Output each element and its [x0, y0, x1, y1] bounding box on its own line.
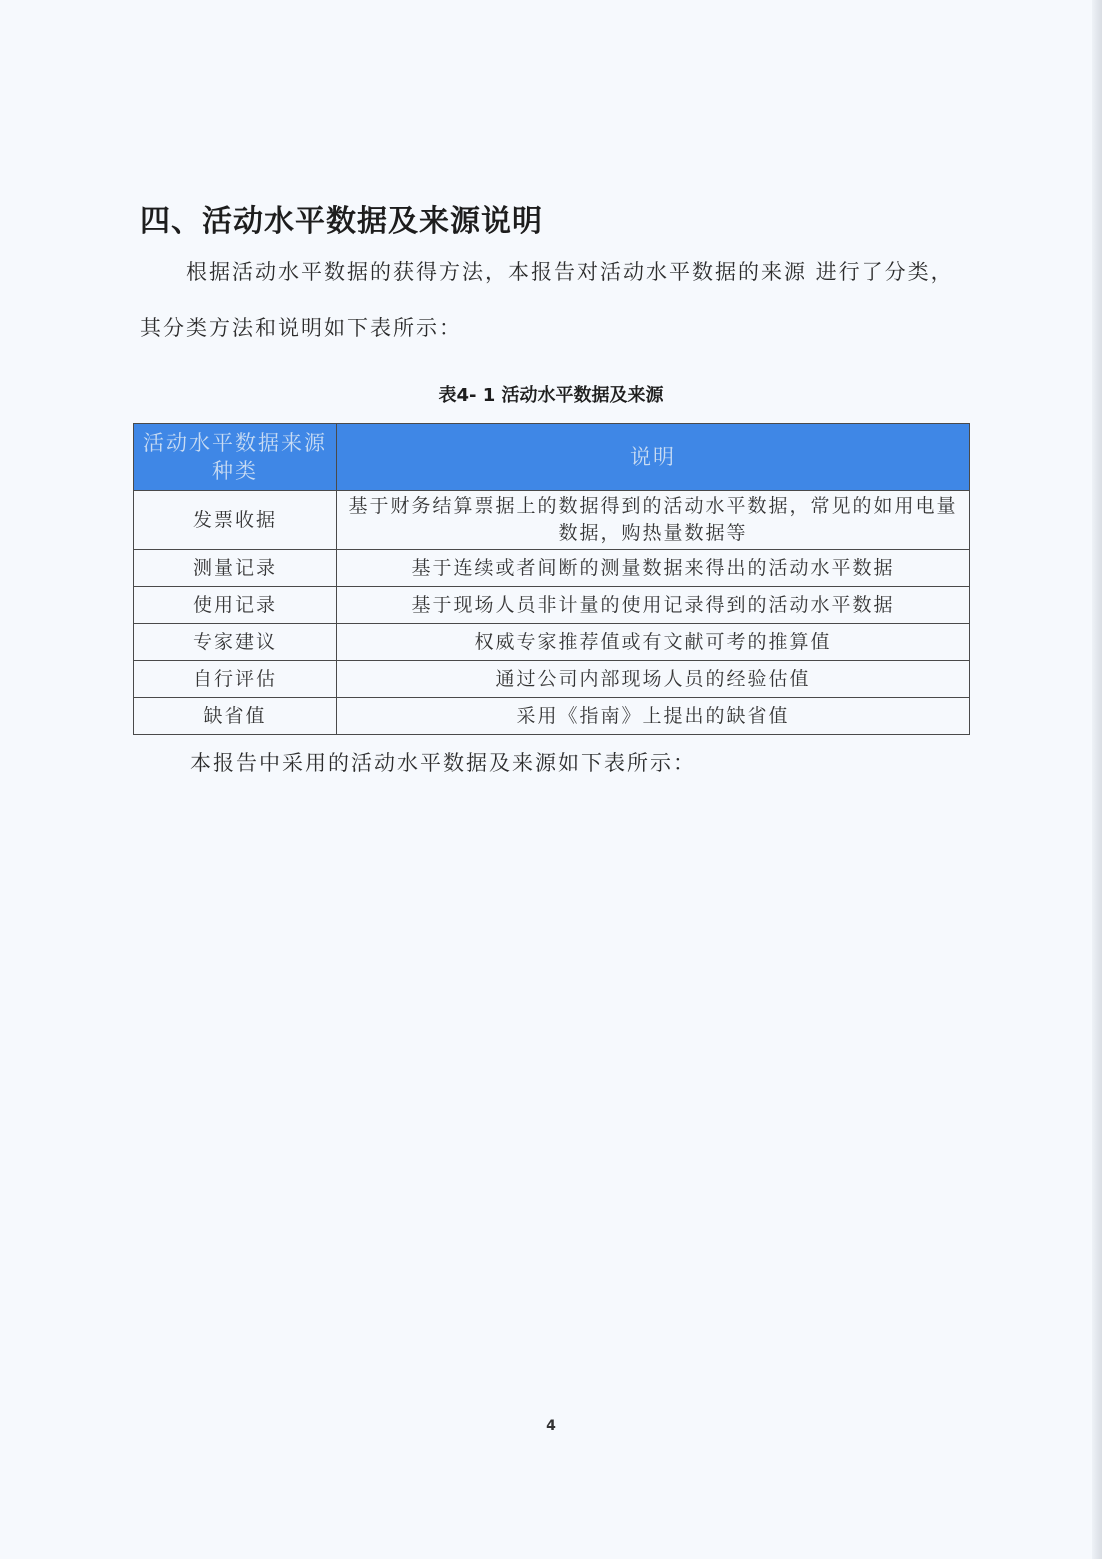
description-cell: 基于连续或者间断的测量数据来得出的活动水平数据	[337, 550, 970, 587]
activity-data-source-table	[133, 423, 970, 735]
intro-paragraph-text: 根据活动水平数据的获得方法，本报告对活动水平数据的来源 进行了分类，其分类方法和说明如下表所示：	[140, 260, 954, 340]
section-heading: 四、活动水平数据及来源说明	[140, 204, 543, 239]
table-row	[134, 587, 970, 624]
description-cell: 基于现场人员非计量的使用记录得到的活动水平数据	[337, 587, 970, 624]
table-row	[134, 491, 970, 550]
category-cell: 发票收据	[134, 491, 337, 550]
following-paragraph: 本报告中采用的活动水平数据及来源如下表所示：	[190, 751, 696, 775]
description-cell: 权威专家推荐值或有文献可考的推算值	[337, 624, 970, 661]
intro-paragraph	[140, 244, 970, 356]
table-row	[134, 661, 970, 698]
page-number: 4	[546, 1418, 556, 1434]
category-cell: 测量记录	[134, 550, 337, 587]
description-cell: 采用《指南》上提出的缺省值	[337, 698, 970, 735]
description-cell: 基于财务结算票据上的数据得到的活动水平数据，常见的如用电量数据，购热量数据等	[337, 491, 970, 550]
header-description: 说明	[337, 424, 970, 491]
page-edge	[1092, 0, 1102, 1559]
category-cell: 专家建议	[134, 624, 337, 661]
table-caption: 表4- 1 活动水平数据及来源	[438, 385, 664, 406]
table-row	[134, 550, 970, 587]
table-row	[134, 624, 970, 661]
table-row	[134, 698, 970, 735]
category-cell: 使用记录	[134, 587, 337, 624]
table-header-row	[134, 424, 970, 491]
category-cell: 缺省值	[134, 698, 337, 735]
category-cell: 自行评估	[134, 661, 337, 698]
description-cell: 通过公司内部现场人员的经验估值	[337, 661, 970, 698]
header-category: 活动水平数据来源种类	[134, 424, 337, 491]
